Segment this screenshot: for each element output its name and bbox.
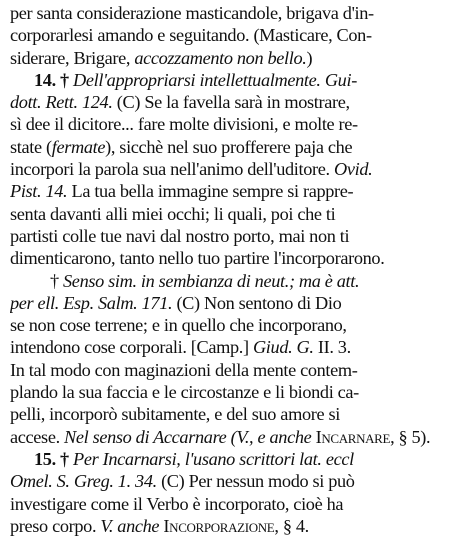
text-segment: fermate	[51, 136, 106, 157]
text-line	[10, 247, 470, 269]
text-segment: V. anche	[100, 515, 164, 536]
text-segment: se non cose terrene; e in quello che incorporano,	[10, 315, 347, 336]
text-segment: Per Incarnarsi, l'usano scrittori lat. eccl	[73, 448, 354, 469]
text-line	[10, 381, 470, 403]
text-segment: Incorporazione	[163, 515, 275, 536]
text-line	[10, 203, 470, 225]
text-line	[10, 515, 470, 537]
text-segment: per santa considerazione masticandole, brigava d'in-	[10, 3, 374, 23]
text-segment: accese.	[10, 426, 65, 447]
text-segment: incorpori la parola sua nell'animo dell'uditore.	[10, 159, 334, 180]
text-segment: Ovid.	[333, 159, 373, 180]
text-segment: sì dee il dicitore... fare molte divisioni, e molte re-	[10, 114, 358, 135]
text-line	[10, 470, 470, 492]
text-segment: (C) Per nessun modo si può	[156, 471, 355, 492]
text-segment: siderare, Brigare,	[10, 47, 135, 68]
text-segment: dimenticarono, tanto nello tuo partire l'incorporarono.	[10, 248, 385, 269]
text-segment: Senso sim. in sembianza di neut.; ma è att.	[63, 270, 360, 291]
text-segment: , § 5).	[390, 426, 431, 447]
text-segment: (C) Non sentono di Dio	[172, 292, 342, 313]
text-segment: , § 4.	[274, 515, 309, 536]
text-segment: †	[50, 270, 64, 291]
text-line	[10, 314, 470, 336]
text-segment: (C) Se la favella sarà in mostrare,	[112, 92, 350, 113]
text-segment: investigare come il Verbo è incorporato, cioè ha	[10, 493, 344, 514]
text-line	[10, 69, 470, 91]
text-segment: )	[306, 47, 313, 68]
text-line	[10, 47, 470, 69]
text-line	[10, 292, 470, 314]
text-line	[10, 180, 470, 202]
text-segment: plando la sua faccia e le circostanze e li biondi ca-	[10, 382, 359, 403]
text-segment: per ell. Esp. Salm. 171.	[10, 292, 173, 313]
text-segment: II. 3.	[313, 337, 351, 358]
text-segment: ), sicchè nel suo profferere paja che	[105, 136, 353, 157]
text-segment: intendono cose corporali. [Camp.]	[10, 337, 253, 358]
text-line	[10, 2, 470, 24]
text-segment: Nel senso di Accarnare (V., e anche	[64, 426, 316, 447]
text-segment: Giud. G.	[252, 337, 314, 358]
text-line	[10, 113, 470, 135]
text-segment: senta davanti alli miei occhi; li quali, poi che ti	[10, 203, 336, 224]
text-line	[10, 270, 470, 292]
text-line	[10, 136, 470, 158]
text-segment: partisti colle tue navi dal nostro porto, mai non ti	[10, 225, 350, 246]
text-segment: accozzamento non bello.	[134, 47, 307, 68]
text-segment: Incarnare	[315, 426, 391, 447]
text-segment: preso corpo.	[10, 515, 101, 536]
text-segment: Pist. 14.	[10, 181, 68, 202]
text-line	[10, 336, 470, 358]
text-segment: 15. †	[34, 448, 74, 469]
text-segment: state (	[10, 136, 52, 157]
text-segment: dott. Rett. 124.	[10, 92, 113, 113]
text-line	[10, 493, 470, 515]
text-segment: pelli, incorporò subitamente, e del suo amore si	[10, 404, 340, 425]
text-line	[10, 359, 470, 381]
text-segment: corporarlesi amando e seguitando. (Masticare, Con-	[10, 25, 372, 46]
text-segment: In tal modo con maginazioni della mente contem-	[10, 359, 358, 380]
text-line	[10, 24, 470, 46]
text-line	[10, 426, 470, 448]
text-line	[10, 91, 470, 113]
text-line	[10, 158, 470, 180]
text-segment: La tua bella immagine sempre si rappre-	[67, 181, 354, 202]
text-line	[10, 225, 470, 247]
text-segment: Omel. S. Greg. 1. 34.	[10, 471, 157, 492]
text-segment: 14. †	[34, 69, 74, 90]
text-line	[10, 403, 470, 425]
text-line	[10, 448, 470, 470]
text-segment: Dell'appropriarsi intellettualmente. Gui-	[73, 69, 357, 90]
